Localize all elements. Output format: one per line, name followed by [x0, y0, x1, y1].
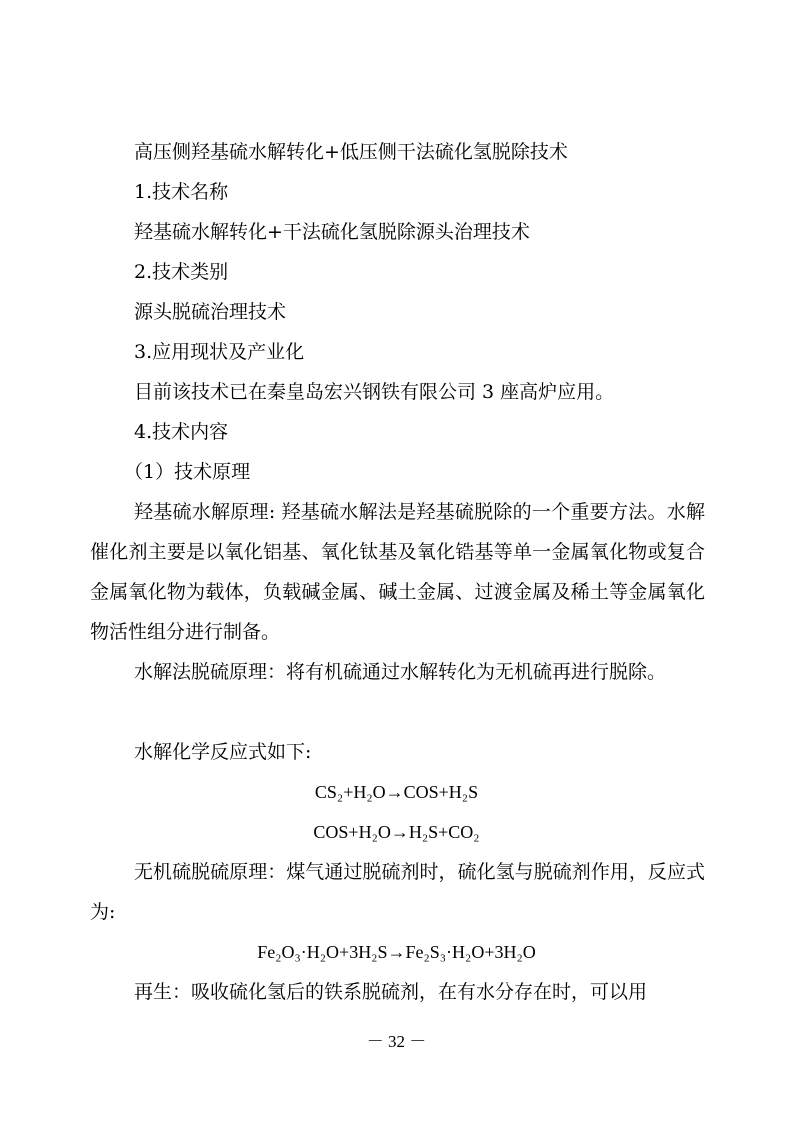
tech-name-text: 羟基硫水解转化+干法硫化氢脱除源头治理技术 [134, 221, 530, 243]
application-text: 目前该技术已在秦皇岛宏兴钢铁有限公司 3 座高炉应用。 [134, 381, 615, 403]
heading-tech-name: 1.技术名称 [134, 181, 229, 203]
section-title: 高压侧羟基硫水解转化+低压侧干法硫化氢脱除技术 [134, 141, 568, 163]
equation-1: CS₂+H₂O→COS+H₂S [314, 782, 479, 802]
equation-3: Fe₂O₃·H₂O+3H₂S→Fe₂S₃·H₂O+3H₂O [257, 942, 536, 962]
heading-tech-category: 2.技术类别 [134, 261, 229, 283]
equation-2: COS+H₂O→H₂S+CO₂ [313, 822, 480, 842]
paragraph-reaction-intro: 水解化学反应式如下: [134, 741, 312, 763]
heading-application: 3.应用现状及产业化 [134, 341, 305, 363]
paragraph-hydrolysis-principle: 羟基硫水解原理: 羟基硫水解法是羟基硫脱除的一个重要方法。水解催化剂主要是以氧化铝基、氧化钛基及氧化锆基等单一金属氧化物或复合金属氧化物为载体，负载碱金属、碱土金属、过渡金属及稀土等金属氧化物活性组分进行制备。 [90, 501, 705, 643]
paragraph-hydrolysis-desulfurization: 水解法脱硫原理：将有机硫通过水解转化为无机硫再进行脱除。 [134, 661, 667, 683]
tech-category-text: 源头脱硫治理技术 [134, 301, 287, 323]
heading-tech-content: 4.技术内容 [134, 421, 229, 443]
paragraph-regeneration: 再生：吸收硫化氢后的铁系脱硫剂，在有水分存在时，可以用 [134, 981, 648, 1003]
subheading-principle: （1）技术原理 [124, 461, 251, 483]
page-number: － 32 － [366, 1032, 427, 1051]
paragraph-inorganic-principle: 无机硫脱硫原理：煤气通过脱硫剂时，硫化氢与脱硫剂作用，反应式为: [90, 861, 705, 923]
